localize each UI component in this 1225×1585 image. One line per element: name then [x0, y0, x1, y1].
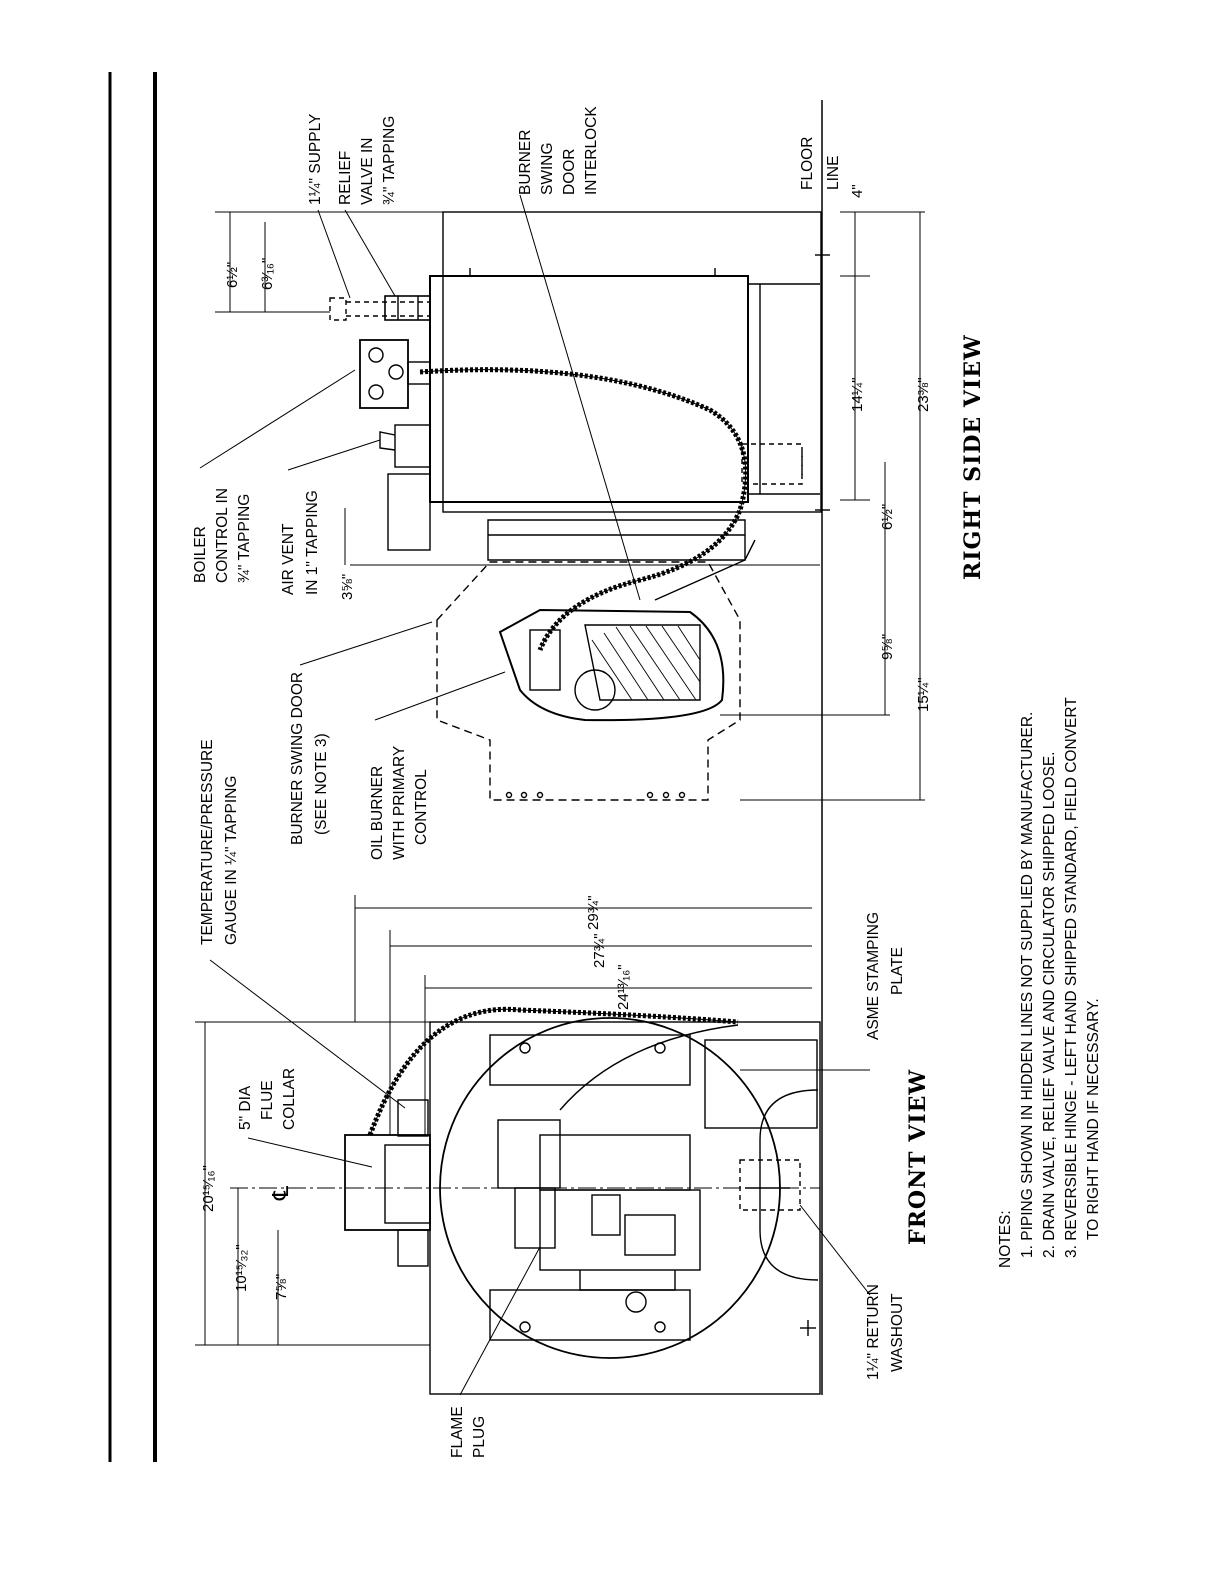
svg-text:℄: ℄	[268, 1185, 293, 1200]
svg-text:AIR VENT: AIR VENT	[280, 523, 297, 595]
svg-text:WITH PRIMARY: WITH PRIMARY	[391, 745, 408, 860]
svg-text:COLLAR: COLLAR	[281, 1067, 298, 1130]
svg-text:FLUE: FLUE	[259, 1080, 276, 1120]
svg-text:6³⁄₁₆": 6³⁄₁₆"	[259, 257, 276, 290]
dim-7-5-8	[273, 1274, 290, 1300]
svg-text:7⅝": 7⅝"	[273, 1273, 290, 1300]
svg-text:1¼" RETURN: 1¼" RETURN	[865, 1284, 882, 1380]
svg-text:INTERLOCK: INTERLOCK	[583, 106, 600, 195]
svg-text:RELIEF: RELIEF	[337, 150, 354, 205]
svg-text:RIGHT SIDE VIEW: RIGHT SIDE VIEW	[960, 334, 986, 580]
svg-text:ASME STAMPING: ASME STAMPING	[865, 911, 882, 1040]
dim-4	[849, 184, 866, 198]
note-1: 1. PIPING SHOWN IN HIDDEN LINES NOT SUPPLIED BY MANUFACTURER.	[1019, 711, 1036, 1258]
svg-text:¾" TAPPING: ¾" TAPPING	[236, 493, 253, 583]
notes-heading: NOTES:	[997, 1210, 1014, 1268]
svg-text:1¼" SUPPLY: 1¼" SUPPLY	[307, 113, 324, 205]
svg-text:10¹⁵⁄₃₂": 10¹⁵⁄₃₂"	[233, 1244, 250, 1292]
dim-14-1-4	[849, 377, 866, 412]
svg-text:SWING: SWING	[539, 142, 556, 195]
svg-text:BOILER: BOILER	[192, 526, 209, 583]
svg-text:4": 4"	[849, 184, 866, 198]
svg-text:FLAME: FLAME	[449, 1406, 466, 1458]
dim-10-15-32	[233, 1244, 250, 1292]
dim-6-3-16	[259, 258, 276, 290]
svg-text:20¹⁵⁄₁₆": 20¹⁵⁄₁₆"	[200, 1165, 217, 1212]
svg-text:OIL BURNER: OIL BURNER	[369, 765, 386, 860]
svg-text:WASHOUT: WASHOUT	[889, 1293, 906, 1372]
svg-text:15¼": 15¼"	[915, 677, 932, 712]
dim-23-3-8	[915, 377, 932, 412]
svg-text:29¾": 29¾"	[585, 895, 602, 930]
svg-text:FRONT VIEW: FRONT VIEW	[905, 1068, 931, 1245]
dim-9-5-8	[879, 634, 896, 660]
svg-text:PLATE: PLATE	[889, 947, 906, 995]
svg-text:¾" TAPPING: ¾" TAPPING	[381, 115, 398, 205]
svg-text:CONTROL: CONTROL	[413, 769, 430, 845]
centerline-symbol	[268, 1185, 293, 1201]
svg-text:BURNER: BURNER	[517, 129, 534, 195]
svg-text:TEMPERATURE/PRESSURE: TEMPERATURE/PRESSURE	[199, 739, 216, 945]
svg-text:14¼": 14¼"	[849, 377, 866, 412]
dim-6-1-2-top	[224, 262, 241, 288]
svg-text:VALVE IN: VALVE IN	[359, 137, 376, 205]
label-supply	[307, 114, 324, 205]
note-2: 2. DRAIN VALVE, RELIEF VALVE AND CIRCULATOR SHIPPED LOOSE.	[1041, 751, 1058, 1258]
svg-text:6½": 6½"	[879, 503, 896, 530]
svg-text:PLUG: PLUG	[471, 1415, 488, 1458]
svg-text:24¹³⁄₁₆": 24¹³⁄₁₆"	[615, 964, 632, 1010]
svg-text:GAUGE IN ¼" TAPPING: GAUGE IN ¼" TAPPING	[223, 775, 240, 945]
svg-text:IN 1" TAPPING: IN 1" TAPPING	[304, 490, 321, 595]
dim-20-15-16	[200, 1165, 217, 1212]
dim-15-1-4	[915, 677, 932, 712]
svg-text:LINE: LINE	[825, 155, 842, 190]
note-3-cont: TO RIGHT HAND IF NECESSARY.	[1085, 998, 1102, 1240]
dim-24-13-16	[615, 964, 632, 1010]
note-3: 3. REVERSIBLE HINGE - LEFT HAND SHIPPED STANDARD, FIELD CONVERT	[1063, 697, 1080, 1258]
dim-27-3-4	[591, 933, 608, 968]
svg-text:BURNER SWING DOOR: BURNER SWING DOOR	[289, 671, 306, 845]
dim-29-3-4	[585, 895, 602, 930]
svg-text:3⅝": 3⅝"	[339, 573, 356, 600]
svg-text:CONTROL IN: CONTROL IN	[214, 487, 231, 583]
title-front-view	[905, 1069, 931, 1245]
svg-text:27¾": 27¾"	[591, 933, 608, 968]
dim-3-5-8	[339, 574, 356, 600]
svg-text:5" DIA: 5" DIA	[237, 1085, 254, 1130]
svg-text:6½": 6½"	[224, 261, 241, 288]
svg-text:DOOR: DOOR	[561, 148, 578, 195]
svg-text:FLOOR: FLOOR	[799, 136, 816, 190]
svg-text:(SEE NOTE 3): (SEE NOTE 3)	[313, 733, 330, 835]
title-right-side-view	[960, 334, 986, 580]
dim-6-1-2-mid	[879, 504, 896, 530]
svg-text:9⅝": 9⅝"	[879, 633, 896, 660]
svg-text:23⅜": 23⅜"	[915, 377, 932, 412]
